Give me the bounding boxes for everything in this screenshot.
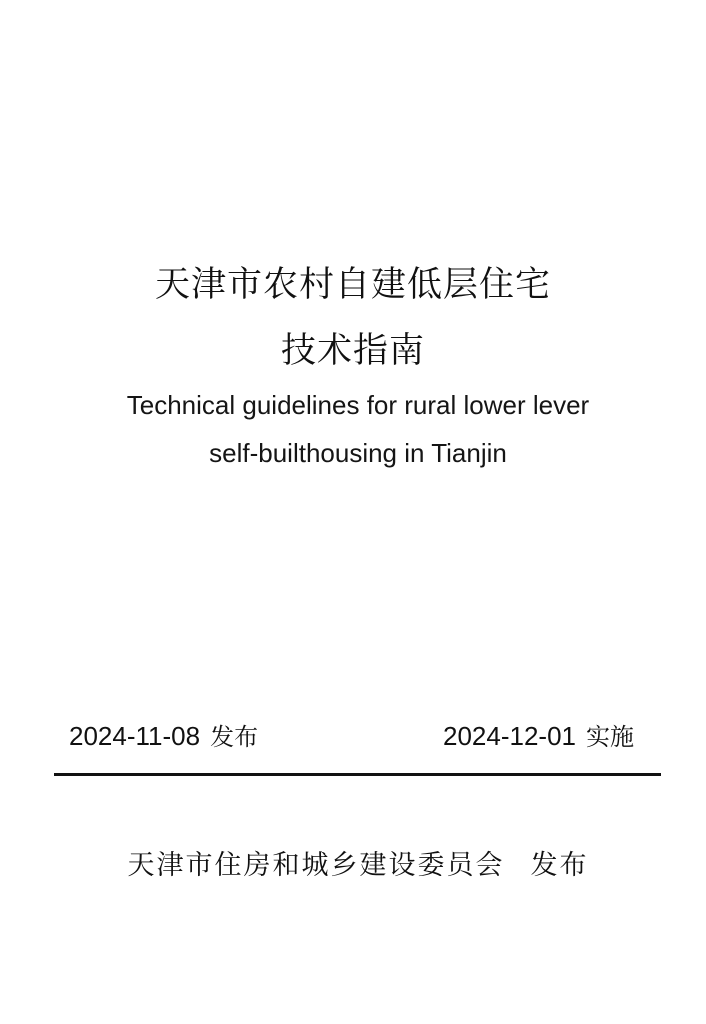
implementation-date-block	[443, 720, 634, 753]
publisher-line	[0, 848, 706, 884]
horizontal-rule	[54, 773, 661, 776]
implementation-date: 2024-12-01	[443, 721, 576, 751]
issue-date: 2024-11-08	[69, 721, 201, 751]
english-title-line-2: self-builthousing in Tianjin	[209, 438, 507, 468]
chinese-title-line-2: 技术指南	[280, 331, 425, 371]
publisher-action: 发布	[530, 850, 589, 881]
publisher-name: 天津市住房和城乡建设委员会	[127, 850, 505, 881]
english-title-line-1: Technical guidelines for rural lower lever	[126, 390, 590, 420]
issue-date-block	[69, 720, 258, 753]
implementation-label: 实施	[586, 723, 634, 751]
issue-label: 发布	[210, 723, 259, 751]
chinese-title-line-1: 天津市农村自建低层住宅	[154, 265, 551, 305]
